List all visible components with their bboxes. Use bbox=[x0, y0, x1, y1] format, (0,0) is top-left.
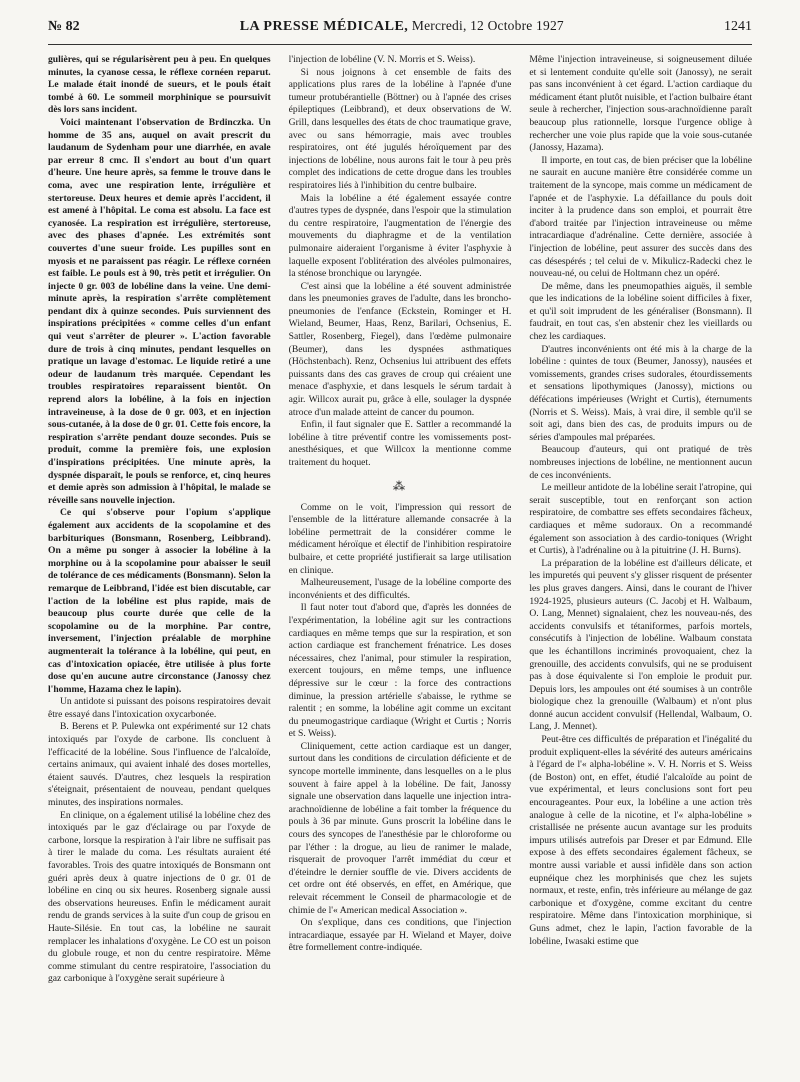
issue-date: Mercredi, 12 Octobre 1927 bbox=[411, 18, 564, 33]
paragraph: l'injection de lobéline (V. N. Morris et S. Weiss). bbox=[288, 54, 476, 65]
paragraph: Comme on le voit, l'impression qui ressort de l'ensemble de la littérature allemande consacrée à la lobéline permettrait de la considérer comme le médicament héroïque et électif de l'inhibition respiratoire bulbaire, et cette propriété justifierait sa large utilisation en clinique. bbox=[288, 501, 512, 576]
paragraph: Il faut noter tout d'abord que, d'après les données de l'expérimentation, la lobéline agit sur les contractions cardiaques en même temps que sur la respiration, et son action cardiaque est franchement frénatrice. Les doses nécessaires, chez l'animal, pour stimuler la respiration, exercent toujours, en même temps, une influence dépressive sur le cœur : la force des contractions diminue, la pression artérielle s'abaisse, le rythme se ralentit ; en somme, la lobéline agit comme un excitant du pneumogastrique cardiaque (Wright et Curtis ; Norris et S. Weiss). bbox=[288, 602, 512, 740]
page-number: 1241 bbox=[723, 19, 752, 34]
paragraph: Cliniquement, cette action cardiaque est un danger, surtout dans les conditions de circulation déficiente et de syncope mortelle imminente, dans lesquelles on a le plus souvent à faire appel à la lobéline. De fait, Janossy signale une observation dans laquelle une injection intra-arachnoïdienne de lobéline a fait tomber la fréquence du pouls à 36 par minute. Guns proscrit la lobéline dans le cours des syncopes de l'anesthésie par le chloroforme ou par l'éther : la drogue, au lieu de ranimer le malade, risquerait de provoquer l'arrêt immédiat du cœur et d'éteindre le dernier souffle de vie. Divers accidents de cet ordre ont été observés, en effet, en Amérique, que relevait récemment le Conseil de pharmacologie et de chimie de l'« American medical Association ». bbox=[288, 740, 512, 916]
paragraph: Un antidote si puissant des poisons respiratoires devait être essayé dans l'intoxication oxycarbonée. bbox=[48, 696, 271, 720]
masthead bbox=[240, 18, 564, 35]
paragraph: En clinique, on a également utilisé la lobéline chez des intoxiqués par le gaz d'éclairage ou par l'oxyde de carbone, lorsque la respiration à l'air libre ne suffisait pas à tirer le malade du coma. Les résultats auraient été favorables. Trois des quatre intoxiqués de Bonsmann ont guéri après deux à quatre injections de 0 gr. 01 de lobéline en cinq ou six heures. Rosenberg signale aussi des observations heureuses. Enfin le médicament aurait rendu de grands services à la suite d'un coup de grisou en Haute-Silésie. En tout cas, la lobéline ne saurait remplacer les inhalations d'oxygène. Le CO est un poison du globule rouge, et non du centre respiratoire. Même comme stimulant du centre respiratoire, l'association du gaz carbonique à l'oxygène serait supérieure à bbox=[48, 809, 271, 985]
paragraph: De même, dans les pneumopathies aiguës, il semble que les indications de la lobéline soient difficiles à fixer, et qu'il soit imprudent de les généraliser (Bonsmann). Il faudrait, en tout cas, s'en abstenir chez les vieillards ou chez les cardiaques. bbox=[529, 280, 753, 343]
paragraph: Beaucoup d'auteurs, qui ont pratiqué de très nombreuses injections de lobéline, ne mentionnent aucun de ces inconvénients. bbox=[529, 444, 753, 481]
article-body bbox=[48, 54, 752, 1070]
paragraph: Peut-être ces difficultés de préparation et l'inégalité du produit expliquent-elles la sévérité des auteurs américains à l'égard de l'« alpha-lobéline ». V. H. Norris et S. Weiss (de Boston) ont, en effet, étudié l'alcaloïde au point de vue expérimental, et leurs conclusions sont fort peu encourageantes. Pour eux, la lobéline a une action très analogue à celle de la nicotine, et l'« alpha-lobéline » cristallisée ne présente aucun avantage sur les produits impurs utilisés autrefois par Dreser et par Edmund. Elle expose à des effets secondaires également fâcheux, se montre aussi variable et aussi infidèle dans son action eupnéique chez les morphinisés que chez les sujets normaux, et reste, enfin, très inférieure au mélange de gaz carbonique et d'oxygène, comme excitant du centre respiratoire. Même dans l'intoxication morphinique, si Guns admet, chez le lapin, l'action favorable de la lobéline, Iwasaki estime que bbox=[529, 734, 753, 947]
paragraph: Même l'injection intraveineuse, si soigneusement diluée et si lentement conduite qu'elle soit (Janossy), ne serait pas sans inconvénient à cet égard. L'action cardiaque du médicament étant plutôt nuisible, et l'action bulbaire étant seule à rechercher, l'injection sous-arachnoïdienne paraît beaucoup plus rationnelle, lorsque l'urgence oblige à rechercher une voie plus rapide que la voie sous-cutanée (Janossy, Hazama). bbox=[529, 54, 753, 154]
section-separator: ⁂ bbox=[393, 478, 407, 493]
paragraph: La préparation de la lobéline est d'ailleurs délicate, et les impuretés qui peuvent s'y glisser risquent de présenter les plus graves dangers. Ainsi, dans le courant de l'hiver 1924-1925, plusieurs auteurs (C. Jacobj et H. Walbaum, O. Lang, Mennet) signalaient, chez les nouveau-nés, des accidents convulsifs et tétaniformes, parfois mortels, consécutifs à l'injection de lobéline. Walbaum constata que les échantillons incriminés provoquaient, chez la grenouille, des accidents convulsifs, qui ne se produisent pas à dose équivalente si l'on emploie le produit pur. Depuis lors, les ampoules ont été soumises à un contrôle biologique chez la grenouille (Walbaum) et n'ont plus donné aucun accident convulsif (Hellendal, Walbaum, O. Lang, J. Mennet). bbox=[529, 557, 753, 733]
paragraph: B. Berens et P. Pulewka ont expérimenté sur 12 chats intoxiqués par l'oxyde de carbone. Ils concluent à l'efficacité de la lobéline. Sous l'influence de l'alcaloïde, certains animaux, qui avaient inhalé des doses mortelles, étaient sauvés. D'autres, chez lesquels la respiration s'éteignait, présentaient de nouveau, pendant quelques minutes, des inspirations normales. bbox=[48, 721, 271, 809]
paragraph: Mais la lobéline a été également essayée contre d'autres types de dyspnée, dans l'espoir que la stimulation du centre respiratoire, l'augmentation de l'énergie des mouvements du diaphragme et de la ventilation pulmonaire aideraient l'organisme à éviter l'asphyxie à laquelle exposent l'oblitération des alvéoles pulmonaires, la sténose bronchique ou laryngée. bbox=[288, 192, 512, 280]
journal-title: LA PRESSE MÉDICALE, bbox=[239, 19, 409, 34]
paragraph: Le meilleur antidote de la lobéline serait l'atropine, qui serait susceptible, tout en renforçant son action respiratoire, de combattre ses effets secondaires fâcheux, cardiaques et même sudoraux. On a recommandé également son association à des cardio-toniques (Wright et Curtis), à l'adrénaline ou à la pituitrine (J. H. Burns). bbox=[529, 482, 753, 557]
paragraph: gulières, qui se régularisèrent peu à peu. En quelques minutes, la cyanose cessa, le réflexe cornéen reparut. Le malade était inondé de sueurs, et le pouls était tombé à 60. Le sommeil morphinique se poursuivit dès lors sans incident. bbox=[48, 54, 271, 116]
page-header bbox=[48, 18, 752, 40]
column-right bbox=[529, 54, 752, 1070]
header-rule bbox=[48, 44, 752, 45]
column-left bbox=[48, 54, 271, 1070]
paragraph: C'est ainsi que la lobéline a été souvent administrée dans les pneumonies graves de l'adulte, dans les broncho-pneumonies de l'enfance (Eckstein, Rominger et H. Wieland, Beumer, Haas, Renz, Barilari, Ochsenius, E. Sattler, Rosenberg, Fiegel), dans l'œdème pulmonaire (Beumer), dans les dyspnées asthmatiques (Höchstenbach). Renz, Ochsenius lui attribuent des effets puissants dans des cas graves de croup qui créaient une menace d'asphyxie, et dans lesquels le sérum tardait à agir. Willcox aurait pu, grâce à elle, soulager la dyspnée atroce d'un malade atteint de cancer du poumon. bbox=[288, 280, 512, 418]
paragraph: Voici maintenant l'observation de Brdinczka. Un homme de 35 ans, auquel on avait prescrit du laudanum de Sydenham pour une diarrhée, en avale par erreur 8 cmc. Il s'endort au bout d'un quart d'heure. Une heure après, sa femme le trouve dans le coma, avec une respiration lente, irrégulière et stertoreuse. Deux heures et demie après l'accident, il est amené à l'hôpital. Le coma est absolu. La face est cyanosée. La respiration est irrégulière, stertoreuse, avec des phases d'apnée. Les extrémités sont couvertes d'une sueur froide. Les pupilles sont en myosis et ne paraissent pas réagir. Le réflexe cornéen est faible. Le pouls est à 90, très petit et irrégulier. On injecte 0 gr. 003 de lobéline dans la veine. Une demi-minute après, la respiration s'arrête complètement pendant dix à quinze secondes. Puis surviennent des inspirations précipitées « comme celles d'un enfant qui veut s'arrêter de pleurer ». L'action favorable dure de trois à cinq minutes, pendant lesquelles on pratique un lavage d'estomac. Le liquide retiré a une odeur de laudanum très marquée. Cependant les troubles respiratoires reparaissent bientôt. On reprend alors la lobéline, à la fois en injection intraveineuse, à la dose de 0 gr. 003, et en injection sous-cutanée, à la dose de 0 gr. 01. Cette fois encore, la respiration s'arrête pendant douze secondes. Puis se produit, comme la première fois, une explosion d'inspirations précipitées. Une minute après, la dyspnée disparaît, le pouls se renforce, et, cinq heures et demie après son admission à l'hôpital, le malade se réveille sans nouvelle injection. bbox=[48, 116, 271, 506]
paragraph: Ce qui s'observe pour l'opium s'applique également aux accidents de la scopolamine et des barbituriques (Bonsmann, Rosenberg, Leibbrand). On a même pu songer à associer la lobéline à la morphine ou à la scopolamine pour abaisser le seuil de tolérance de ces médicaments (Bonsmann). Selon la remarque de Leibbrand, l'idée est bien discutable, car l'action de la lobéline est plus rapide, mais de beaucoup plus courte durée que celle de la scopolamine ou de la morphine. Par contre, inversement, l'injection préalable de morphine augmenterait la tolérance à la lobéline, qui peut, en cas d'intoxication opiacée, être utilisée à plus forte dose qu'en aucune autre circonstance (Janossy chez l'homme, Hazama chez le lapin). bbox=[48, 507, 271, 695]
paragraph: Enfin, il faut signaler que E. Sattler a recommandé la lobéline à titre préventif contre les vomissements post-anesthésiques, et que Willcox la mentionne comme traitement du hoquet. bbox=[288, 419, 512, 468]
paragraph: Il importe, en tout cas, de bien préciser que la lobéline ne saurait en aucune manière être considérée comme un traitement de la syncope, mais comme un médicament de l'apnée et de l'asphyxie. La défaillance du pouls doit inciter à la prudence dans son emploi, et pourrait être d'abord traitée par l'injection intraveineuse ou même intracardiaque d'adrénaline. Cette dernière, associée à l'injection de lobéline, peut assurer des succès dans des cas désespérés ; tel celui de v. Mikulicz-Radecki chez le nouveau-né, ou celui de Holtmann chez un opéré. bbox=[529, 154, 753, 280]
paragraph: Si nous joignons à cet ensemble de faits des applications plus rares de la lobéline à l'apnée d'une tumeur protubérantielle (Böttner) ou à l'apnée des crises épileptiques (Leibbrand), et deux observations de W. Grill, dans lesquelles des états de choc traumatique grave, avec ou sans hémorragie, mais avec troubles respiratoires, ont été jugulés héroïquement par des injections de lobéline, nous aurons fait le tour à peu près complet des indications de cette drogue dans les troubles respiratoires liés à l'inhibition du centre bulbaire. bbox=[288, 66, 512, 191]
paragraph: D'autres inconvénients ont été mis à la charge de la lobéline : quintes de toux (Beumer, Janossy), nausées et vomissements, grandes crises sudorales, étourdissements et sensations lipothymiques (Janossy), mictions ou défécations impérieuses (Wright et Curtis), éternuments (Norris et S. Weiss). Mais, à vrai dire, il semble qu'il se soit agi, dans bien des cas, de produits impurs ou de séries d'ampoules mal préparées. bbox=[529, 343, 753, 443]
issue-number: № 82 bbox=[48, 19, 80, 34]
paragraph: Malheureusement, l'usage de la lobéline comporte des inconvénients et des difficultés. bbox=[288, 577, 512, 601]
column-middle bbox=[289, 54, 512, 1070]
paragraph: On s'explique, dans ces conditions, que l'injection intracardiaque, essayée par H. Wieland et Mayer, doive être formellement contre-indiquée. bbox=[288, 917, 512, 954]
